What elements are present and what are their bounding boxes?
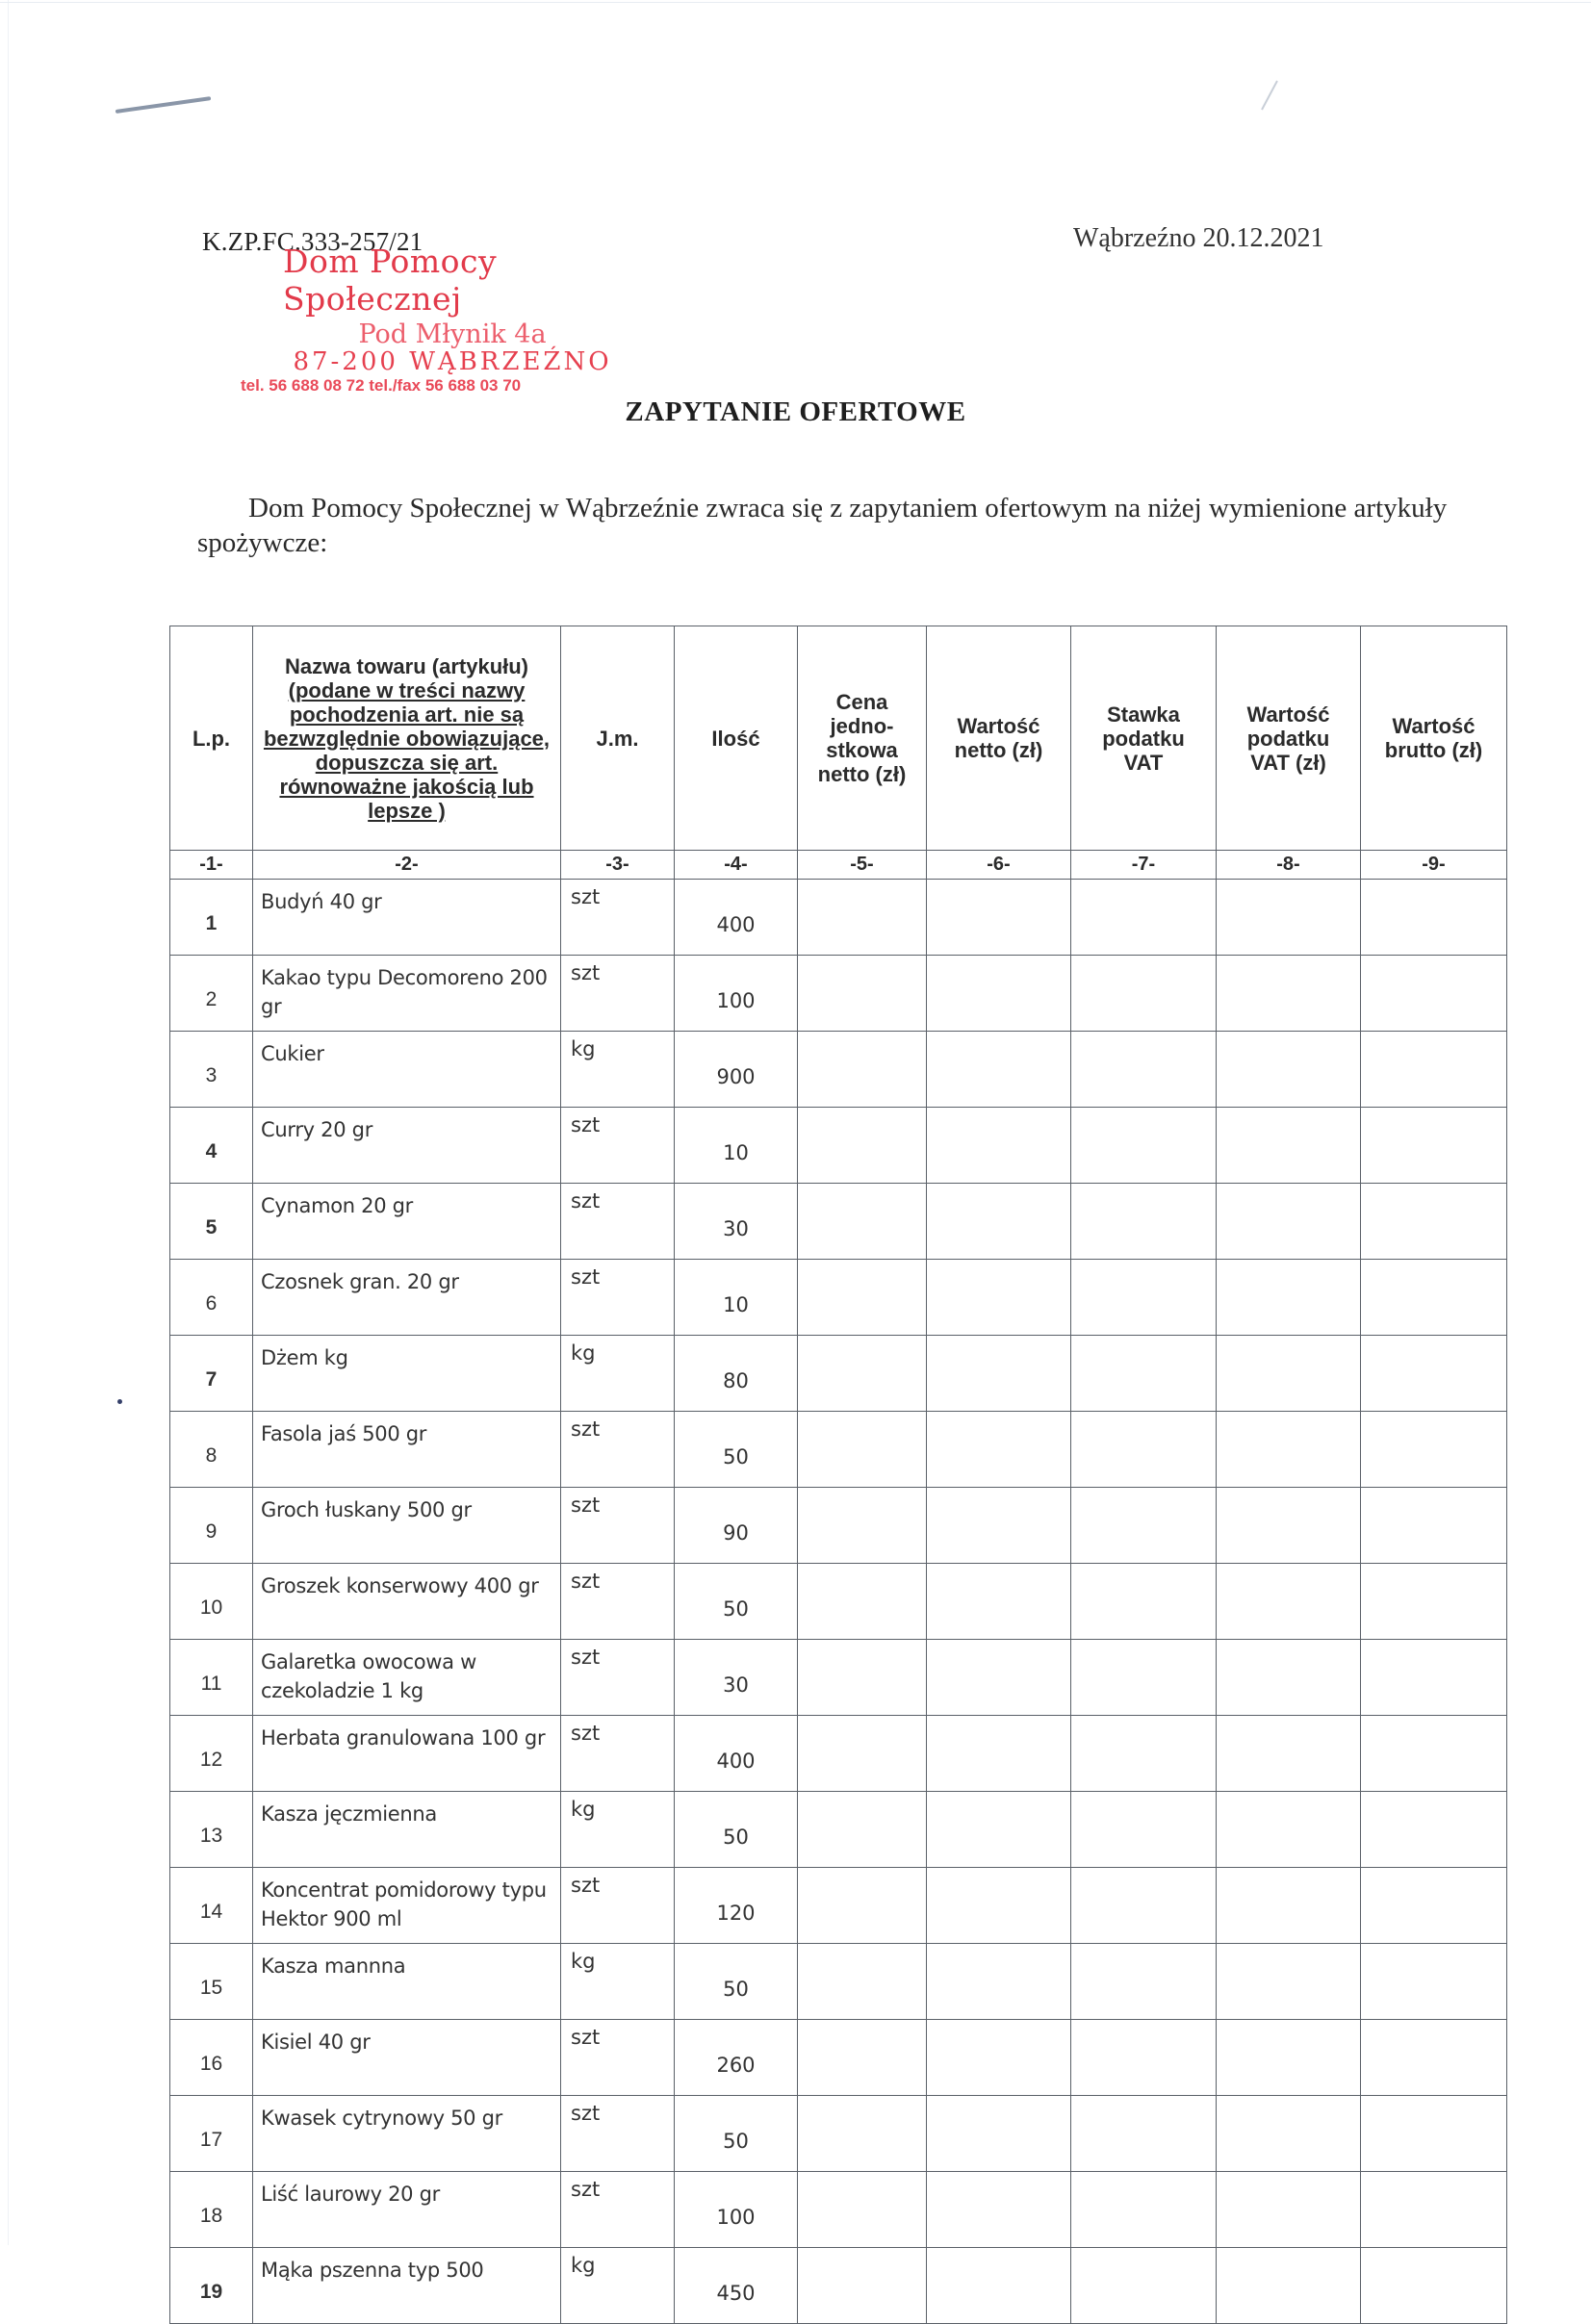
row-net-value-cell[interactable] xyxy=(927,1792,1071,1868)
row-quantity: 50 xyxy=(675,1564,798,1640)
row-lp: 8 xyxy=(170,1412,253,1488)
row-vat-value-cell[interactable] xyxy=(1217,2096,1361,2172)
table-row xyxy=(170,1260,1507,1336)
row-net-value-cell[interactable] xyxy=(927,956,1071,1032)
row-quantity: 400 xyxy=(675,1716,798,1792)
header-jm: J.m. xyxy=(561,626,675,851)
place-and-date: Wąbrzeźno 20.12.2021 xyxy=(1073,223,1324,253)
table-row xyxy=(170,1412,1507,1488)
row-gross-value-cell[interactable] xyxy=(1361,1640,1507,1716)
row-quantity: 50 xyxy=(675,1792,798,1868)
row-net-value-cell[interactable] xyxy=(927,1716,1071,1792)
row-vat-value-cell[interactable] xyxy=(1217,1716,1361,1792)
intro-paragraph: Dom Pomocy Społecznej w Wąbrzeźnie zwraca się z zapytaniem ofertowym na niżej wymienione artykuły spożywcze: xyxy=(197,493,1448,558)
row-vat-value-cell[interactable] xyxy=(1217,1260,1361,1336)
row-product-name: Mąka pszenna typ 500 xyxy=(253,2248,561,2324)
row-product-name: Curry 20 gr xyxy=(253,1108,561,1184)
row-lp: 13 xyxy=(170,1792,253,1868)
row-vat-rate-cell[interactable] xyxy=(1071,1108,1217,1184)
table-row xyxy=(170,2248,1507,2324)
row-vat-rate-cell[interactable] xyxy=(1071,1336,1217,1412)
row-lp: 2 xyxy=(170,956,253,1032)
stamp-line-city: 87-200 WĄBRZEŹNO xyxy=(293,347,612,376)
row-vat-value-cell[interactable] xyxy=(1217,1564,1361,1640)
stamp-line-street: Pod Młynik 4a xyxy=(358,319,547,349)
row-gross-value-cell[interactable] xyxy=(1361,1944,1507,2020)
row-unit: kg xyxy=(561,1336,675,1412)
row-unit: szt xyxy=(561,1488,675,1564)
scan-edge xyxy=(8,0,9,2245)
row-unit-price-cell[interactable] xyxy=(798,880,927,956)
row-vat-rate-cell[interactable] xyxy=(1071,956,1217,1032)
row-unit: kg xyxy=(561,1032,675,1108)
row-net-value-cell[interactable] xyxy=(927,1944,1071,2020)
row-lp: 11 xyxy=(170,1640,253,1716)
column-number-row xyxy=(170,851,1507,880)
row-net-value-cell[interactable] xyxy=(927,1868,1071,1944)
column-number: -6- xyxy=(927,851,1071,880)
table-row xyxy=(170,1868,1507,1944)
row-product-name: Cynamon 20 gr xyxy=(253,1184,561,1260)
row-lp: 12 xyxy=(170,1716,253,1792)
row-vat-value-cell[interactable] xyxy=(1217,1336,1361,1412)
row-vat-value-cell[interactable] xyxy=(1217,880,1361,956)
reference-number: K.ZP.FC.333-257/21 xyxy=(202,227,423,256)
row-lp: 1 xyxy=(170,880,253,956)
row-net-value-cell[interactable] xyxy=(927,2248,1071,2324)
row-vat-rate-cell[interactable] xyxy=(1071,880,1217,956)
row-net-value-cell[interactable] xyxy=(927,2020,1071,2096)
row-lp: 19 xyxy=(170,2248,253,2324)
table-row xyxy=(170,1640,1507,1716)
row-unit-price-cell[interactable] xyxy=(798,2248,927,2324)
row-quantity: 50 xyxy=(675,1412,798,1488)
row-net-value-cell[interactable] xyxy=(927,2096,1071,2172)
row-vat-rate-cell[interactable] xyxy=(1071,1260,1217,1336)
row-gross-value-cell[interactable] xyxy=(1361,1792,1507,1868)
row-product-name: Kwasek cytrynowy 50 gr xyxy=(253,2096,561,2172)
row-product-name: Kasza jęczmienna xyxy=(253,1792,561,1868)
row-product-name: Dżem kg xyxy=(253,1336,561,1412)
row-vat-value-cell[interactable] xyxy=(1217,1412,1361,1488)
row-vat-rate-cell[interactable] xyxy=(1071,1868,1217,1944)
row-product-name: Fasola jaś 500 gr xyxy=(253,1412,561,1488)
column-number: -5- xyxy=(798,851,927,880)
row-unit: kg xyxy=(561,1944,675,2020)
row-vat-value-cell[interactable] xyxy=(1217,1184,1361,1260)
row-unit-price-cell[interactable] xyxy=(798,1564,927,1640)
row-lp: 4 xyxy=(170,1108,253,1184)
row-lp: 18 xyxy=(170,2172,253,2248)
row-lp: 17 xyxy=(170,2096,253,2172)
row-unit-price-cell[interactable] xyxy=(798,1792,927,1868)
row-gross-value-cell[interactable] xyxy=(1361,2096,1507,2172)
header-net-value: Wartość netto (zł) xyxy=(927,626,1071,851)
row-vat-rate-cell[interactable] xyxy=(1071,1564,1217,1640)
row-net-value-cell[interactable] xyxy=(927,1108,1071,1184)
row-vat-rate-cell[interactable] xyxy=(1071,1640,1217,1716)
table-row xyxy=(170,1564,1507,1640)
row-unit-price-cell[interactable] xyxy=(798,1412,927,1488)
row-vat-value-cell[interactable] xyxy=(1217,2172,1361,2248)
row-unit: szt xyxy=(561,2172,675,2248)
row-quantity: 80 xyxy=(675,1336,798,1412)
row-quantity: 50 xyxy=(675,2096,798,2172)
header-name xyxy=(253,626,561,851)
row-unit: kg xyxy=(561,1792,675,1868)
items-table xyxy=(169,626,1507,2324)
column-number: -9- xyxy=(1361,851,1507,880)
row-vat-rate-cell[interactable] xyxy=(1071,2172,1217,2248)
row-product-name: Kisiel 40 gr xyxy=(253,2020,561,2096)
column-number: -2- xyxy=(253,851,561,880)
institution-stamp xyxy=(241,243,664,396)
row-vat-value-cell[interactable] xyxy=(1217,1792,1361,1868)
row-unit: szt xyxy=(561,1716,675,1792)
header-vat-value: Wartość podatku VAT (zł) xyxy=(1217,626,1361,851)
row-unit: szt xyxy=(561,1184,675,1260)
row-product-name: Koncentrat pomidorowy typu Hektor 900 ml xyxy=(253,1868,561,1944)
row-lp: 16 xyxy=(170,2020,253,2096)
row-net-value-cell[interactable] xyxy=(927,1260,1071,1336)
row-unit-price-cell[interactable] xyxy=(798,1184,927,1260)
row-gross-value-cell[interactable] xyxy=(1361,1184,1507,1260)
row-gross-value-cell[interactable] xyxy=(1361,1868,1507,1944)
row-product-name: Groszek konserwowy 400 gr xyxy=(253,1564,561,1640)
row-unit: kg xyxy=(561,2248,675,2324)
header-name-title: Nazwa towaru (artykułu) xyxy=(284,653,529,678)
row-gross-value-cell[interactable] xyxy=(1361,1716,1507,1792)
row-net-value-cell[interactable] xyxy=(927,1412,1071,1488)
row-unit: szt xyxy=(561,1108,675,1184)
column-number: -1- xyxy=(170,851,253,880)
row-unit-price-cell[interactable] xyxy=(798,2096,927,2172)
row-vat-value-cell[interactable] xyxy=(1217,1108,1361,1184)
stamp-line-name: Dom Pomocy Społecznej xyxy=(283,243,498,318)
ink-dot xyxy=(117,1399,122,1404)
column-number: -7- xyxy=(1071,851,1217,880)
header-lp: L.p. xyxy=(170,626,253,851)
stamp-line-phone: tel. 56 688 08 72 tel./fax 56 688 03 70 xyxy=(241,376,522,395)
row-product-name: Czosnek gran. 20 gr xyxy=(253,1260,561,1336)
row-unit: szt xyxy=(561,1640,675,1716)
row-unit-price-cell[interactable] xyxy=(798,2020,927,2096)
row-unit-price-cell[interactable] xyxy=(798,1260,927,1336)
row-unit-price-cell[interactable] xyxy=(798,1488,927,1564)
row-net-value-cell[interactable] xyxy=(927,1184,1071,1260)
table-row xyxy=(170,2172,1507,2248)
table-row xyxy=(170,880,1507,956)
row-quantity: 120 xyxy=(675,1868,798,1944)
row-vat-value-cell[interactable] xyxy=(1217,1488,1361,1564)
row-vat-rate-cell[interactable] xyxy=(1071,1792,1217,1868)
row-product-name: Kasza mannna xyxy=(253,1944,561,2020)
row-lp: 5 xyxy=(170,1184,253,1260)
row-unit: szt xyxy=(561,880,675,956)
table-row xyxy=(170,1108,1507,1184)
column-number: -4- xyxy=(675,851,798,880)
row-gross-value-cell[interactable] xyxy=(1361,1564,1507,1640)
row-unit: szt xyxy=(561,956,675,1032)
row-lp: 7 xyxy=(170,1336,253,1412)
row-net-value-cell[interactable] xyxy=(927,1488,1071,1564)
row-vat-rate-cell[interactable] xyxy=(1071,1716,1217,1792)
pen-stroke-mark xyxy=(115,96,212,114)
row-vat-value-cell[interactable] xyxy=(1217,1944,1361,2020)
row-unit-price-cell[interactable] xyxy=(798,1336,927,1412)
header-unit-price: Cena jedno-stkowa netto (zł) xyxy=(798,626,927,851)
row-unit: szt xyxy=(561,2020,675,2096)
header-name-note: (podane w treści nazwy pochodzenia art. nie są bezwzględnie obowiązujące, dopuszcza się art. równoważne jakością lub lepsze ) xyxy=(263,677,551,823)
row-product-name: Cukier xyxy=(253,1032,561,1108)
row-lp: 10 xyxy=(170,1564,253,1640)
table-row xyxy=(170,1032,1507,1108)
row-net-value-cell[interactable] xyxy=(927,880,1071,956)
row-lp: 3 xyxy=(170,1032,253,1108)
table-row xyxy=(170,1488,1507,1564)
column-number: -8- xyxy=(1217,851,1361,880)
row-vat-value-cell[interactable] xyxy=(1217,2248,1361,2324)
row-gross-value-cell[interactable] xyxy=(1361,1108,1507,1184)
column-number: -3- xyxy=(561,851,675,880)
row-quantity: 400 xyxy=(675,880,798,956)
row-unit-price-cell[interactable] xyxy=(798,956,927,1032)
row-unit-price-cell[interactable] xyxy=(798,1868,927,1944)
row-quantity: 10 xyxy=(675,1108,798,1184)
row-net-value-cell[interactable] xyxy=(927,1640,1071,1716)
row-gross-value-cell[interactable] xyxy=(1361,2248,1507,2324)
pen-stroke-mark-right xyxy=(1261,81,1278,111)
row-unit: szt xyxy=(561,1564,675,1640)
row-unit: szt xyxy=(561,1412,675,1488)
row-gross-value-cell[interactable] xyxy=(1361,1336,1507,1412)
row-unit: szt xyxy=(561,2096,675,2172)
table-row xyxy=(170,1792,1507,1868)
row-gross-value-cell[interactable] xyxy=(1361,1412,1507,1488)
row-gross-value-cell[interactable] xyxy=(1361,1260,1507,1336)
row-vat-rate-cell[interactable] xyxy=(1071,2248,1217,2324)
row-quantity: 90 xyxy=(675,1488,798,1564)
row-unit-price-cell[interactable] xyxy=(798,1032,927,1108)
row-net-value-cell[interactable] xyxy=(927,1564,1071,1640)
row-quantity: 900 xyxy=(675,1032,798,1108)
row-product-name: Liść laurowy 20 gr xyxy=(253,2172,561,2248)
row-lp: 14 xyxy=(170,1868,253,1944)
row-lp: 9 xyxy=(170,1488,253,1564)
row-vat-rate-cell[interactable] xyxy=(1071,1184,1217,1260)
row-gross-value-cell[interactable] xyxy=(1361,880,1507,956)
row-vat-rate-cell[interactable] xyxy=(1071,1412,1217,1488)
row-unit-price-cell[interactable] xyxy=(798,1716,927,1792)
row-quantity: 10 xyxy=(675,1260,798,1336)
row-vat-value-cell[interactable] xyxy=(1217,956,1361,1032)
table-row xyxy=(170,956,1507,1032)
row-vat-rate-cell[interactable] xyxy=(1071,2020,1217,2096)
header-vat-rate: Stawka podatku VAT xyxy=(1071,626,1217,851)
table-row xyxy=(170,1944,1507,2020)
row-product-name: Budyń 40 gr xyxy=(253,880,561,956)
scan-edge-top xyxy=(0,2,1591,3)
row-quantity: 450 xyxy=(675,2248,798,2324)
document-title: ZAPYTANIE OFERTOWE xyxy=(625,396,966,427)
row-gross-value-cell[interactable] xyxy=(1361,956,1507,1032)
table-row xyxy=(170,2020,1507,2096)
row-vat-value-cell[interactable] xyxy=(1217,2020,1361,2096)
row-net-value-cell[interactable] xyxy=(927,1336,1071,1412)
row-gross-value-cell[interactable] xyxy=(1361,1488,1507,1564)
row-gross-value-cell[interactable] xyxy=(1361,2020,1507,2096)
table-header-row xyxy=(170,626,1507,851)
table-row xyxy=(170,2096,1507,2172)
row-vat-value-cell[interactable] xyxy=(1217,1640,1361,1716)
header-gross-value: Wartość brutto (zł) xyxy=(1361,626,1507,851)
row-quantity: 30 xyxy=(675,1184,798,1260)
row-vat-rate-cell[interactable] xyxy=(1071,1488,1217,1564)
table-row xyxy=(170,1716,1507,1792)
row-unit-price-cell[interactable] xyxy=(798,1640,927,1716)
row-lp: 6 xyxy=(170,1260,253,1336)
table-row xyxy=(170,1184,1507,1260)
table-row xyxy=(170,1336,1507,1412)
row-gross-value-cell[interactable] xyxy=(1361,1032,1507,1108)
row-vat-rate-cell[interactable] xyxy=(1071,1944,1217,2020)
row-vat-value-cell[interactable] xyxy=(1217,1032,1361,1108)
row-vat-value-cell[interactable] xyxy=(1217,1868,1361,1944)
row-product-name: Kakao typu Decomoreno 200 gr xyxy=(253,956,561,1032)
row-unit-price-cell[interactable] xyxy=(798,1944,927,2020)
row-unit: szt xyxy=(561,1260,675,1336)
row-product-name: Groch łuskany 500 gr xyxy=(253,1488,561,1564)
row-quantity: 100 xyxy=(675,956,798,1032)
row-quantity: 260 xyxy=(675,2020,798,2096)
row-product-name: Herbata granulowana 100 gr xyxy=(253,1716,561,1792)
row-lp: 15 xyxy=(170,1944,253,2020)
row-quantity: 30 xyxy=(675,1640,798,1716)
row-net-value-cell[interactable] xyxy=(927,2172,1071,2248)
header-qty: Ilość xyxy=(675,626,798,851)
row-net-value-cell[interactable] xyxy=(927,1032,1071,1108)
row-quantity: 50 xyxy=(675,1944,798,2020)
row-vat-rate-cell[interactable] xyxy=(1071,2096,1217,2172)
row-product-name: Galaretka owocowa w czekoladzie 1 kg xyxy=(253,1640,561,1716)
row-unit: szt xyxy=(561,1868,675,1944)
row-unit-price-cell[interactable] xyxy=(798,2172,927,2248)
row-unit-price-cell[interactable] xyxy=(798,1108,927,1184)
row-vat-rate-cell[interactable] xyxy=(1071,1032,1217,1108)
row-quantity: 100 xyxy=(675,2172,798,2248)
row-gross-value-cell[interactable] xyxy=(1361,2172,1507,2248)
